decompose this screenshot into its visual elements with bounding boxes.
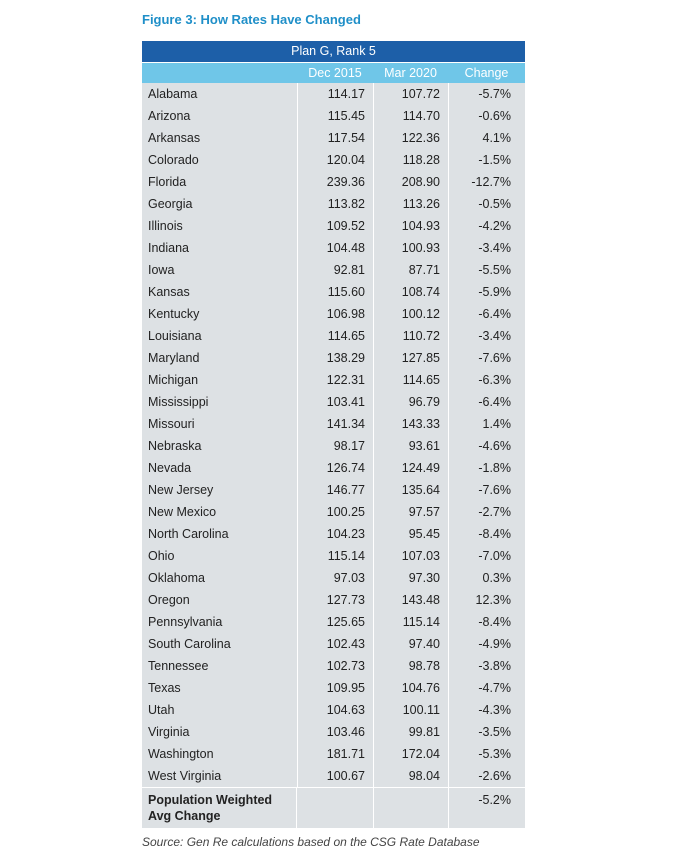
- dec-2015-cell: 92.81: [297, 259, 373, 281]
- table-row: [142, 259, 525, 281]
- change-cell: -6.4%: [448, 303, 525, 325]
- state-cell: Iowa: [148, 263, 175, 277]
- dec-2015-cell: 100.67: [297, 765, 373, 787]
- dec-2015-cell: 104.63: [297, 699, 373, 721]
- mar-2020-cell: 87.71: [373, 259, 448, 281]
- table-row: [142, 303, 525, 325]
- table-row: [142, 721, 525, 743]
- column-header-state: [142, 63, 297, 83]
- state-cell: Oklahoma: [148, 571, 205, 585]
- state-cell: Missouri: [148, 417, 195, 431]
- state-cell: Arizona: [148, 109, 191, 123]
- footer-empty-cell: [373, 788, 449, 828]
- mar-2020-cell: 143.48: [373, 589, 448, 611]
- mar-2020-cell: 172.04: [373, 743, 448, 765]
- table-row: [142, 105, 525, 127]
- table-row: [142, 127, 525, 149]
- dec-2015-cell: 102.43: [297, 633, 373, 655]
- change-cell: -0.5%: [448, 193, 525, 215]
- state-cell: North Carolina: [148, 527, 229, 541]
- mar-2020-cell: 143.33: [373, 413, 448, 435]
- state-cell: Colorado: [148, 153, 199, 167]
- dec-2015-cell: 114.65: [297, 325, 373, 347]
- dec-2015-cell: 103.46: [297, 721, 373, 743]
- mar-2020-cell: 108.74: [373, 281, 448, 303]
- footer-label-line1: Population Weighted: [148, 793, 273, 807]
- change-cell: -5.3%: [448, 743, 525, 765]
- change-cell: 12.3%: [448, 589, 525, 611]
- change-cell: -1.5%: [448, 149, 525, 171]
- state-cell: Arkansas: [148, 131, 201, 145]
- change-cell: -3.4%: [448, 325, 525, 347]
- state-cell: South Carolina: [148, 637, 231, 651]
- table-row: [142, 699, 525, 721]
- table-row: [142, 765, 525, 787]
- change-cell: -8.4%: [448, 523, 525, 545]
- state-cell: Illinois: [148, 219, 183, 233]
- mar-2020-cell: 96.79: [373, 391, 448, 413]
- mar-2020-cell: 127.85: [373, 347, 448, 369]
- mar-2020-cell: 98.04: [373, 765, 448, 787]
- state-cell: Florida: [148, 175, 187, 189]
- dec-2015-cell: 102.73: [297, 655, 373, 677]
- rates-table: [142, 41, 525, 828]
- mar-2020-cell: 124.49: [373, 457, 448, 479]
- dec-2015-cell: 114.17: [297, 83, 373, 105]
- dec-2015-cell: 115.45: [297, 105, 373, 127]
- dec-2015-cell: 104.23: [297, 523, 373, 545]
- table-row: [142, 281, 525, 303]
- mar-2020-cell: 100.93: [373, 237, 448, 259]
- mar-2020-cell: 115.14: [373, 611, 448, 633]
- table-row: [142, 237, 525, 259]
- dec-2015-cell: 126.74: [297, 457, 373, 479]
- change-cell: -7.0%: [448, 545, 525, 567]
- table-row: [142, 149, 525, 171]
- footer-label: [142, 788, 296, 828]
- mar-2020-cell: 98.78: [373, 655, 448, 677]
- table-row: [142, 215, 525, 237]
- table-row: [142, 171, 525, 193]
- table-row: [142, 589, 525, 611]
- mar-2020-cell: 100.11: [373, 699, 448, 721]
- table-row: [142, 655, 525, 677]
- dec-2015-cell: 103.41: [297, 391, 373, 413]
- change-cell: -4.3%: [448, 699, 525, 721]
- change-cell: -5.9%: [448, 281, 525, 303]
- dec-2015-cell: 138.29: [297, 347, 373, 369]
- dec-2015-cell: 181.71: [297, 743, 373, 765]
- state-cell: New Jersey: [148, 483, 214, 497]
- mar-2020-cell: 104.76: [373, 677, 448, 699]
- dec-2015-cell: 141.34: [297, 413, 373, 435]
- table-row: [142, 391, 525, 413]
- state-cell: Pennsylvania: [148, 615, 223, 629]
- change-cell: -3.5%: [448, 721, 525, 743]
- change-cell: -6.3%: [448, 369, 525, 391]
- column-header-mar-2020: Mar 2020: [384, 66, 437, 80]
- state-cell: Ohio: [148, 549, 175, 563]
- table-row: [142, 611, 525, 633]
- change-cell: -7.6%: [448, 479, 525, 501]
- mar-2020-cell: 107.03: [373, 545, 448, 567]
- state-cell: Oregon: [148, 593, 190, 607]
- dec-2015-cell: 109.95: [297, 677, 373, 699]
- dec-2015-cell: 120.04: [297, 149, 373, 171]
- table-row: [142, 677, 525, 699]
- change-cell: -7.6%: [448, 347, 525, 369]
- dec-2015-cell: 104.48: [297, 237, 373, 259]
- state-cell: Alabama: [148, 87, 198, 101]
- change-cell: 0.3%: [448, 567, 525, 589]
- mar-2020-cell: 110.72: [373, 325, 448, 347]
- table-row: [142, 369, 525, 391]
- state-cell: Tennessee: [148, 659, 209, 673]
- change-cell: -6.4%: [448, 391, 525, 413]
- column-header-dec-2015: Dec 2015: [308, 66, 362, 80]
- state-cell: Kansas: [148, 285, 190, 299]
- table-row: [142, 633, 525, 655]
- mar-2020-cell: 135.64: [373, 479, 448, 501]
- change-cell: -4.2%: [448, 215, 525, 237]
- state-cell: Mississippi: [148, 395, 209, 409]
- dec-2015-cell: 98.17: [297, 435, 373, 457]
- dec-2015-cell: 115.14: [297, 545, 373, 567]
- dec-2015-cell: 117.54: [297, 127, 373, 149]
- column-header-change: Change: [464, 66, 509, 80]
- state-cell: Louisiana: [148, 329, 202, 343]
- table-row: [142, 523, 525, 545]
- mar-2020-cell: 122.36: [373, 127, 448, 149]
- table-row: [142, 545, 525, 567]
- column-header-row: [142, 62, 525, 83]
- figure-title: Figure 3: How Rates Have Changed: [142, 12, 361, 27]
- table-row: [142, 567, 525, 589]
- footer-value: -5.2%: [448, 788, 525, 828]
- mar-2020-cell: 104.93: [373, 215, 448, 237]
- state-cell: Kentucky: [148, 307, 200, 321]
- dec-2015-cell: 113.82: [297, 193, 373, 215]
- table-row: [142, 193, 525, 215]
- state-cell: Georgia: [148, 197, 193, 211]
- state-cell: Maryland: [148, 351, 200, 365]
- mar-2020-cell: 100.12: [373, 303, 448, 325]
- state-cell: New Mexico: [148, 505, 217, 519]
- mar-2020-cell: 97.30: [373, 567, 448, 589]
- state-cell: West Virginia: [148, 769, 222, 783]
- change-cell: -5.7%: [448, 83, 525, 105]
- mar-2020-cell: 97.40: [373, 633, 448, 655]
- dec-2015-cell: 100.25: [297, 501, 373, 523]
- mar-2020-cell: 114.70: [373, 105, 448, 127]
- dec-2015-cell: 125.65: [297, 611, 373, 633]
- change-cell: 1.4%: [448, 413, 525, 435]
- source-note: Source: Gen Re calculations based on the CSG Rate Database: [142, 835, 480, 849]
- table-body: [142, 83, 525, 828]
- change-cell: -4.9%: [448, 633, 525, 655]
- change-cell: -2.6%: [448, 765, 525, 787]
- mar-2020-cell: 95.45: [373, 523, 448, 545]
- change-cell: -3.8%: [448, 655, 525, 677]
- mar-2020-cell: 208.90: [373, 171, 448, 193]
- table-row: [142, 413, 525, 435]
- dec-2015-cell: 239.36: [297, 171, 373, 193]
- mar-2020-cell: 114.65: [373, 369, 448, 391]
- change-cell: -3.4%: [448, 237, 525, 259]
- state-cell: Washington: [148, 747, 214, 761]
- mar-2020-cell: 93.61: [373, 435, 448, 457]
- dec-2015-cell: 127.73: [297, 589, 373, 611]
- dec-2015-cell: 97.03: [297, 567, 373, 589]
- mar-2020-cell: 118.28: [373, 149, 448, 171]
- mar-2020-cell: 99.81: [373, 721, 448, 743]
- change-cell: -4.6%: [448, 435, 525, 457]
- state-cell: Michigan: [148, 373, 199, 387]
- change-cell: -4.7%: [448, 677, 525, 699]
- state-cell: Texas: [148, 681, 181, 695]
- mar-2020-cell: 107.72: [373, 83, 448, 105]
- state-cell: Nevada: [148, 461, 192, 475]
- table-row: [142, 83, 525, 105]
- state-cell: Indiana: [148, 241, 190, 255]
- table-row: [142, 479, 525, 501]
- table-row: [142, 743, 525, 765]
- change-cell: 4.1%: [448, 127, 525, 149]
- change-cell: -1.8%: [448, 457, 525, 479]
- table-row: [142, 501, 525, 523]
- footer-label-line2: Avg Change: [148, 809, 221, 823]
- table-row: [142, 457, 525, 479]
- dec-2015-cell: 106.98: [297, 303, 373, 325]
- mar-2020-cell: 97.57: [373, 501, 448, 523]
- footer-row: [142, 787, 525, 828]
- table-row: [142, 347, 525, 369]
- plan-header: Plan G, Rank 5: [142, 41, 525, 62]
- mar-2020-cell: 113.26: [373, 193, 448, 215]
- table-row: [142, 435, 525, 457]
- change-cell: -0.6%: [448, 105, 525, 127]
- footer-empty-cell: [296, 788, 373, 828]
- change-cell: -12.7%: [448, 171, 525, 193]
- change-cell: -2.7%: [448, 501, 525, 523]
- dec-2015-cell: 115.60: [297, 281, 373, 303]
- change-cell: -5.5%: [448, 259, 525, 281]
- state-cell: Virginia: [148, 725, 190, 739]
- state-cell: Utah: [148, 703, 175, 717]
- state-cell: Nebraska: [148, 439, 202, 453]
- dec-2015-cell: 109.52: [297, 215, 373, 237]
- table-row: [142, 325, 525, 347]
- change-cell: -8.4%: [448, 611, 525, 633]
- dec-2015-cell: 122.31: [297, 369, 373, 391]
- dec-2015-cell: 146.77: [297, 479, 373, 501]
